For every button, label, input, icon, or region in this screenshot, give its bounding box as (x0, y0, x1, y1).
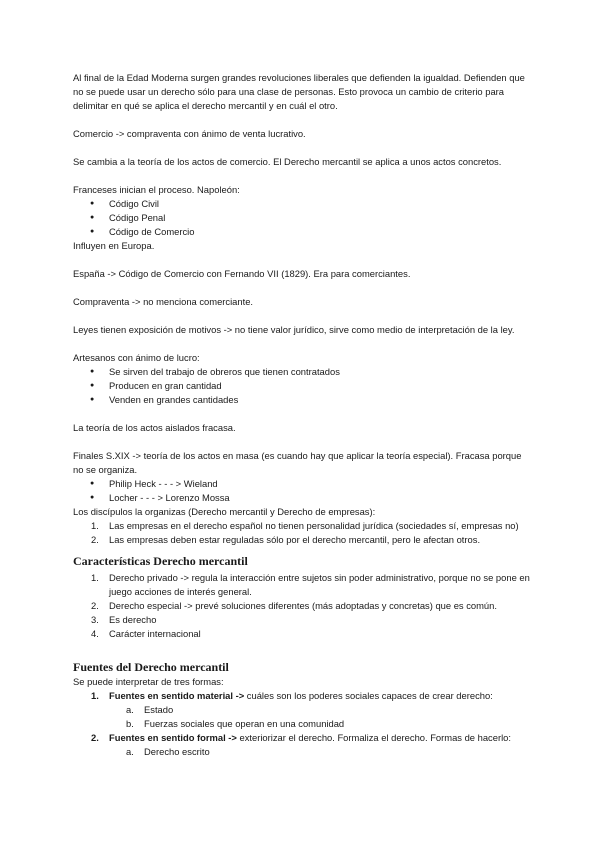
list-item: 3. Es derecho (91, 614, 157, 625)
list-item: ● Locher - - - > Lorenzo Mossa (73, 491, 533, 505)
paragraph-teoria-actos: Se cambia a la teoría de los actos de comercio. El Derecho mercantil se aplica a unos actos concretos. (73, 156, 502, 167)
list-item: ● Código de Comercio (73, 225, 533, 239)
list-item: 2. Fuentes en sentido formal -> exteriorizar el derecho. Formaliza el derecho. Formas de hacerlo: (91, 732, 511, 743)
paragraph-actos-aislados: La teoría de los actos aislados fracasa. (73, 422, 236, 433)
discipulos-list (73, 519, 533, 547)
list-item: a. Derecho escrito (126, 746, 210, 757)
list-item: 2. Las empresas deben estar reguladas sólo por el derecho mercantil, pero le afectan otros. (91, 534, 481, 545)
fuentes-formal-sublist (73, 745, 533, 759)
paragraph-artesanos: Artesanos con ánimo de lucro: (73, 352, 200, 363)
paragraph-finales-sxix: Finales S.XIX -> teoría de los actos en masa (es cuando hay que aplicar la teoría especial). Fracasa porque no se organiza. (73, 450, 522, 475)
list-item: ● Código Penal (73, 211, 533, 225)
list-item: ● Philip Heck - - - > Wieland (73, 477, 533, 491)
paragraph-discipulos: Los discípulos la organizas (Derecho mercantil y Derecho de empresas): (73, 506, 376, 517)
artesanos-list (73, 365, 533, 407)
list-item: ● Código Civil (73, 197, 533, 211)
paragraph-comercio: Comercio -> compraventa con ánimo de venta lucrativo. (73, 128, 306, 139)
paragraph-interpretar: Se puede interpretar de tres formas: (73, 676, 224, 687)
paragraph-franceses: Franceses inician el proceso. Napoleón: (73, 184, 240, 195)
paragraph-compraventa: Compraventa -> no menciona comerciante. (73, 296, 254, 307)
paragraph-influyen: Influyen en Europa. (73, 240, 155, 251)
list-item: ● Se sirven del trabajo de obreros que tienen contratados (73, 365, 533, 379)
caracteristicas-list (73, 571, 533, 641)
heading-fuentes: Fuentes del Derecho mercantil (73, 660, 229, 674)
fuentes-material-sublist (73, 703, 533, 731)
codigos-list (73, 197, 533, 239)
list-item: 4. Carácter internacional (91, 628, 201, 639)
document-page (73, 71, 533, 759)
fuentes-list-2 (73, 731, 533, 745)
list-item: b. Fuerzas sociales que operan en una comunidad (126, 718, 345, 729)
list-item: 1. Derecho privado -> regula la interacción entre sujetos sin poder administrativo, porque no se pone en juego acciones de interés general. (91, 572, 530, 597)
list-item: ● Venden en grandes cantidades (73, 393, 533, 407)
list-item: 1. Las empresas en el derecho español no tienen personalidad jurídica (sociedades sí, empresas no) (91, 520, 519, 531)
paragraph-intro: Al final de la Edad Moderna surgen grandes revoluciones liberales que defienden la igualdad. Defienden que no se puede usar un derecho sólo para una clase de personas. Esto provoca un cambio de criterio para delimitar en qué se aplica el derecho mercantil y en cuál el otro. (73, 72, 525, 111)
paragraph-leyes: Leyes tienen exposición de motivos -> no tiene valor jurídico, sirve como medio de interpretación de la ley. (73, 324, 515, 335)
fuentes-list (73, 689, 533, 703)
list-item: ● Producen en gran cantidad (73, 379, 533, 393)
list-item: 2. Derecho especial -> prevé soluciones diferentes (más adoptadas y concretas) que es común. (91, 600, 497, 611)
heading-caracteristicas: Características Derecho mercantil (73, 554, 248, 568)
list-item: 1. Fuentes en sentido material -> cuáles son los poderes sociales capaces de crear derecho: (91, 690, 493, 701)
paragraph-espana: España -> Código de Comercio con Fernando VII (1829). Era para comerciantes. (73, 268, 411, 279)
autores-list (73, 477, 533, 505)
list-item: a. Estado (126, 704, 174, 715)
